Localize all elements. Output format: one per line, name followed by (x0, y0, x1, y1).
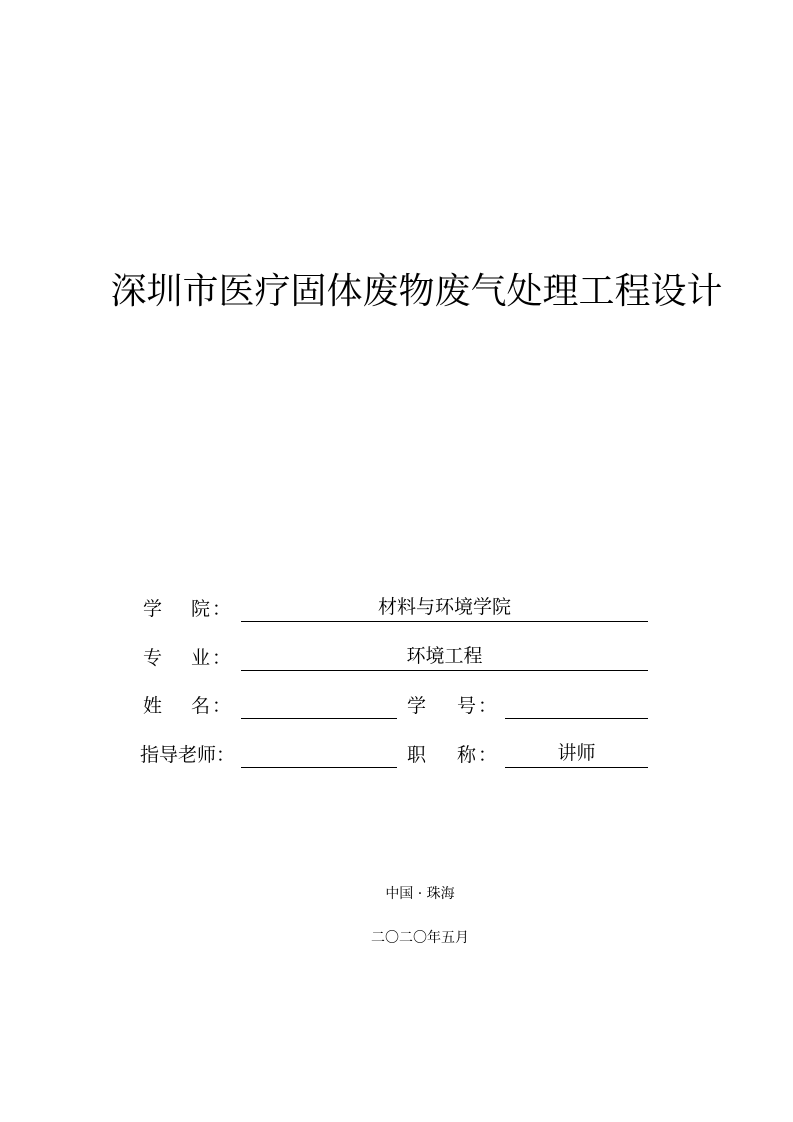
rank-field: 讲师 (505, 741, 648, 768)
name-field (241, 692, 397, 719)
advisor-label: 指导老师 (140, 744, 217, 766)
student-id-label-char-1: 学 (407, 695, 427, 717)
college-label-char-1: 学 (143, 598, 163, 620)
student-id-colon: ： (478, 695, 498, 717)
advisor-field (241, 741, 397, 768)
student-id-label-char-2: 号 (457, 695, 477, 717)
major-label-char-1: 专 (143, 647, 163, 669)
document-title: 深圳市医疗固体废物废气处理工程设计 (110, 271, 723, 312)
college-colon: ： (212, 598, 232, 620)
college-field: 材料与环境学院 (241, 595, 648, 622)
name-label-char-1: 姓 (143, 695, 163, 717)
student-id-field (505, 692, 648, 719)
advisor-colon: ： (216, 744, 236, 766)
college-label-char-2: 院 (191, 598, 211, 620)
major-colon: ： (212, 647, 232, 669)
major-field: 环境工程 (241, 644, 648, 671)
name-colon: ： (212, 695, 232, 717)
footer-location: 中国 · 珠海 (385, 886, 455, 902)
footer-date: 二〇二〇年五月 (371, 930, 469, 946)
rank-colon: ： (478, 744, 498, 766)
rank-label-char-2: 称 (457, 744, 477, 766)
rank-label-char-1: 职 (407, 744, 427, 766)
name-label-char-2: 名 (191, 695, 211, 717)
major-label-char-2: 业 (191, 647, 211, 669)
